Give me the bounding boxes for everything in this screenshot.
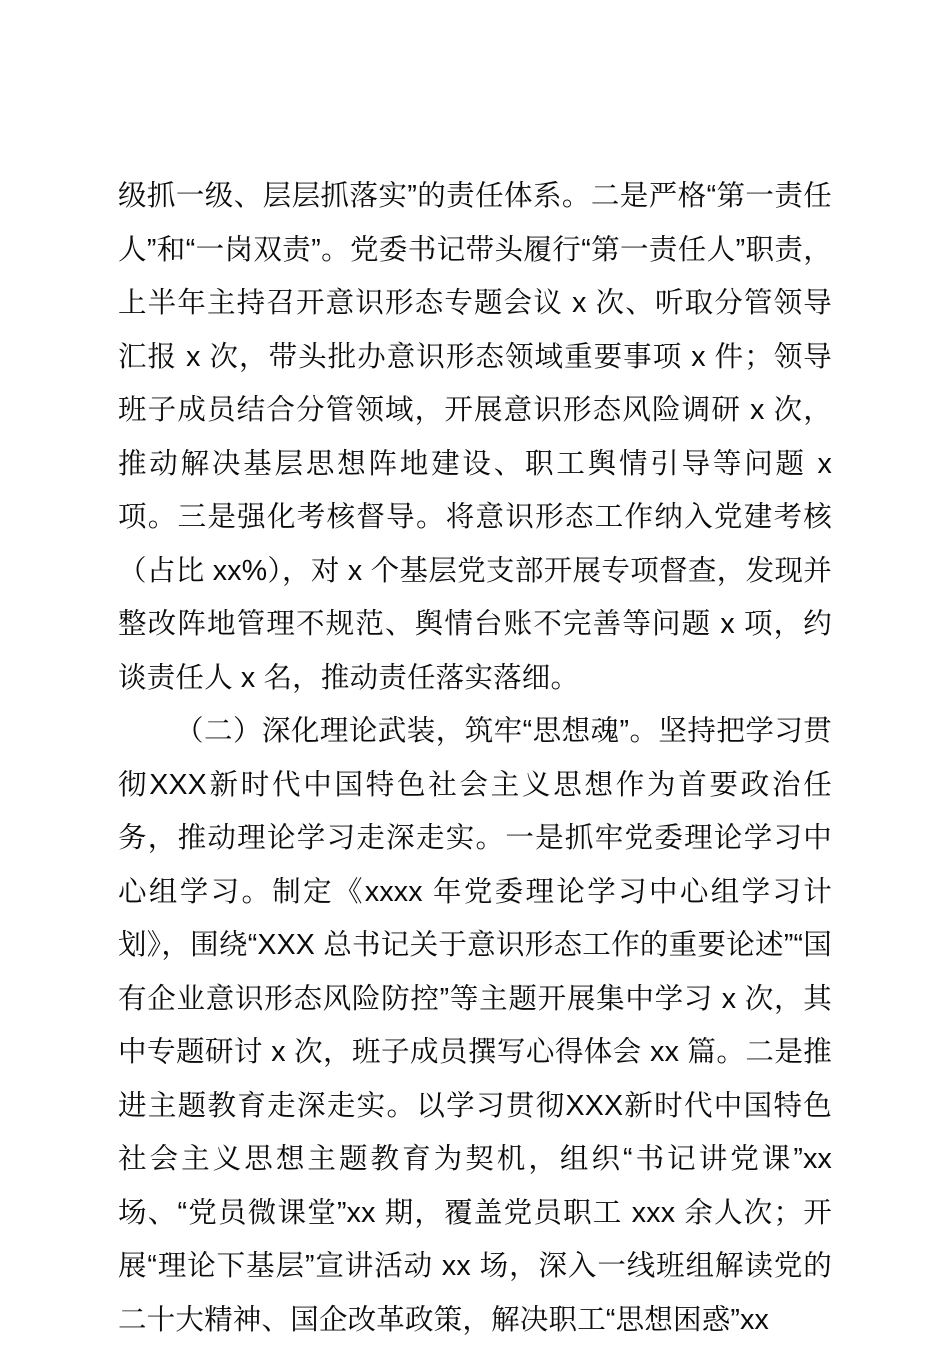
paragraph-section-two-theory: （二）深化理论武装，筑牢“思想魂”。坚持把学习贯彻XXX新时代中国特色社会主义思想作为首要政治任务，推动理论学习走深走实。一是抓牢党委理论学习中心组学习。制定《xxxx 年党委理论学习中心组学习计划》，围绕“XXX 总书记关于意识形态工作的重要论述”“国有企业意识形态风险防控”等主题开展集中学习 x 次，其中专题研讨 x 次，班子成员撰写心得体会 xx 篇。二是推进主题教育走深走实。以学习贯彻XXX新时代中国特色社会主义思想主题教育为契机，组织“书记讲党课”xx 场、“党员微课堂”xx 期，覆盖党员职工 xxx 余人次；开展“理论下基层”宣讲活动 xx 场，深入一线班组解读党的二十大精神、国企改革政策，解决职工“思想困惑”xx — [118, 715, 832, 1336]
paragraph-continued-responsibility-system: 级抓一级、层层抓落实”的责任体系。二是严格“第一责任人”和“一岗双责”。党委书记带头履行“第一责任人”职责，上半年主持召开意识形态专题会议 x 次、听取分管领导汇报 x 次，带头批办意识形态领域重要事项 x 件；领导班子成员结合分管领域，开展意识形态风险调研 x 次，推动解决基层思想阵地建设、职工舆情引导等问题 x 项。三是强化考核督导。将意识形态工作纳入党建考核（占比 xx%），对 x 个基层党支部开展专项督查，发现并整改阵地管理不规范、舆情台账不完善等问题 x 项，约谈责任人 x 名，推动责任落实落细。 — [118, 180, 832, 694]
document-body — [118, 170, 832, 1347]
